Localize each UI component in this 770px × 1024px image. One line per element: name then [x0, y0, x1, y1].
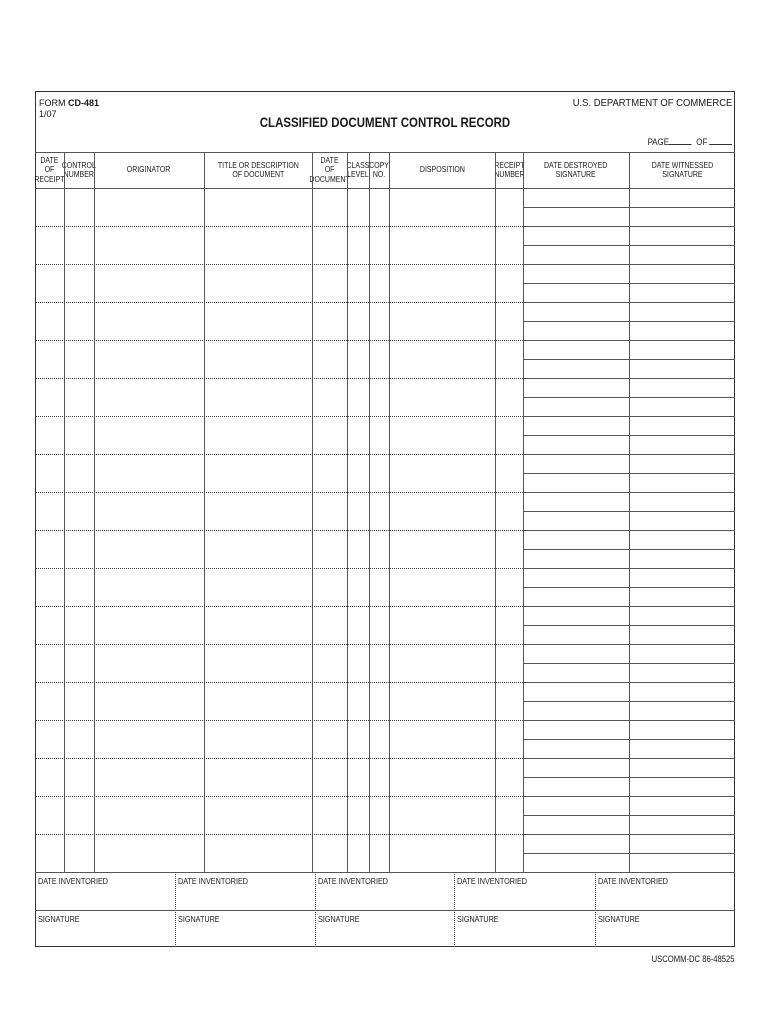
inventory-divider	[175, 872, 176, 947]
column-header	[523, 152, 629, 188]
page-label: PAGE	[647, 137, 669, 147]
page-number-line	[647, 136, 732, 147]
column-header	[61, 152, 97, 188]
form-prefix: FORM	[39, 98, 66, 108]
date-inventoried-label: DATE INVENTORIED	[318, 876, 388, 886]
page-title: CLASSIFIED DOCUMENT CONTROL RECORD	[259, 114, 511, 130]
table-row[interactable]	[35, 644, 735, 682]
inventory-divider	[454, 872, 455, 947]
date-inventoried-label: DATE INVENTORIED	[598, 876, 668, 886]
table-row[interactable]	[35, 758, 735, 796]
table-row[interactable]	[35, 796, 735, 834]
column-header	[495, 152, 523, 188]
column-header	[389, 152, 495, 188]
table-row[interactable]	[35, 606, 735, 644]
form-number: CD-481	[68, 98, 100, 108]
date-inventoried-label: DATE INVENTORIED	[457, 876, 527, 886]
column-header-label: RECEIPT NUMBER	[493, 159, 525, 179]
column-header-label: DATE OF RECEIPT	[34, 154, 65, 184]
table-row[interactable]	[35, 834, 735, 872]
column-header-label: DISPOSITION	[419, 164, 465, 175]
table-row[interactable]	[35, 416, 735, 454]
header-top-rule	[35, 152, 735, 153]
column-header	[204, 152, 312, 188]
table-row[interactable]	[35, 492, 735, 530]
signature-label: SIGNATURE	[318, 914, 360, 924]
table-row[interactable]	[35, 340, 735, 378]
column-header-label: CLASS LEVEL	[346, 159, 370, 179]
column-header	[309, 152, 350, 188]
department-name: U.S. DEPARTMENT OF COMMERCE	[572, 97, 732, 109]
table-row[interactable]	[35, 568, 735, 606]
form-revision: 1/07	[39, 109, 57, 119]
page-total-field[interactable]	[709, 136, 732, 145]
column-header-label: COPY NO.	[369, 159, 389, 179]
column-header-label: DATE DESTROYED SIGNATURE	[544, 159, 608, 179]
signature-label: SIGNATURE	[598, 914, 640, 924]
table-row[interactable]	[35, 378, 735, 416]
table-row[interactable]	[35, 188, 735, 226]
column-header	[94, 152, 204, 188]
date-inventoried-label: DATE INVENTORIED	[178, 876, 248, 886]
page-number-field[interactable]	[669, 136, 692, 145]
inventory-divider	[595, 872, 596, 947]
of-label: OF	[695, 137, 707, 147]
column-header-label: DATE WITNESSED SIGNATURE	[651, 159, 713, 179]
table-row[interactable]	[35, 720, 735, 758]
table-row[interactable]	[35, 530, 735, 568]
column-header-label: TITLE OR DESCRIPTION OF DOCUMENT	[217, 159, 299, 179]
column-header-label: ORIGINATOR	[127, 164, 171, 175]
column-header	[35, 152, 64, 188]
table-bottom-rule	[35, 872, 735, 873]
signature-label: SIGNATURE	[178, 914, 220, 924]
signature-label: SIGNATURE	[38, 914, 80, 924]
table-row[interactable]	[35, 264, 735, 302]
table-row[interactable]	[35, 454, 735, 492]
inventory-mid-rule	[35, 910, 735, 911]
table-row[interactable]	[35, 226, 735, 264]
column-header-label: DATE OF DOCUMENT	[309, 154, 350, 184]
date-inventoried-label: DATE INVENTORIED	[38, 876, 108, 886]
column-header	[369, 152, 389, 188]
footer-code: USCOMM-DC 86-48525	[652, 954, 735, 964]
inventory-divider	[315, 872, 316, 947]
column-header	[629, 152, 735, 188]
table-row[interactable]	[35, 682, 735, 720]
column-header	[347, 152, 369, 188]
column-header-label: CONTROL NUMBER	[61, 159, 97, 179]
signature-label: SIGNATURE	[457, 914, 499, 924]
table-row[interactable]	[35, 302, 735, 340]
